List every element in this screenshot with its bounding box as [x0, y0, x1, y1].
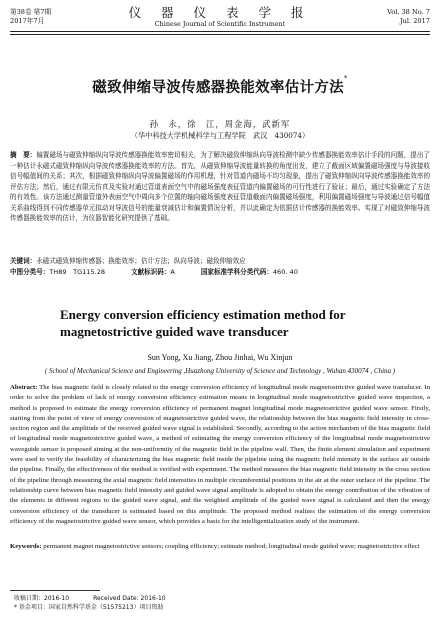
- subject-code-label: 国家标准学科分类代码：: [200, 268, 273, 276]
- abstract-cn: [10, 150, 430, 224]
- journal-name-cn: 仪 器 仪 表 学 报: [128, 5, 312, 20]
- title-cn: [0, 76, 440, 97]
- subject-code-value: 460. 40: [272, 268, 298, 276]
- date-en: Jul. 2017: [400, 17, 430, 25]
- footnote-fund: * 基金项目：国家自然科学基金（51575213）项目资助: [14, 604, 164, 611]
- doc-code-label: 文献标识码：: [131, 268, 171, 276]
- authors-en: Sun Yong, Xu Jiang, Zhou Jinhai, Wu Xinjun: [147, 353, 293, 362]
- received-date-cn: 收稿日期：2016-10: [14, 595, 70, 602]
- footnote-rule: [10, 590, 100, 591]
- header-right: [387, 8, 430, 26]
- classification-line: [10, 267, 430, 278]
- affiliation-cn: （华中科技大学机械科学与工程学院 武汉 430074）: [130, 131, 310, 140]
- abstract-cn-text: 偏置磁场与磁致伸缩纵向导波传感器换能效率密切相关，为了解决磁致伸缩纵向导波检测中缺少传感器换能效率估计手段的问题，提出了一种估计永磁式磁致伸缩纵向导波传感器换能效率的方法。首先，从磁致伸缩导波能量转换的角度出发，建立了截面区域偏置磁场强度与导波接收信号幅值间的关系；其次，根据磁致伸缩纵向导波偏置磁场的作用机理，针对管道内磁场不均匀现象，提出了磁致伸缩纵向导波传感器换能效率的评估方法；然后，通过有限元仿真及实验对通过管道表面空气中的磁场强度表征管道内偏置磁场的可行性进行了验证；最后，通过实验确定了方法的有效性。该方法通过测量管道外表面空气中周向多个位置的轴向磁场强度表征管道截面内偏置磁场强度，利用偏置磁场强度与导波通过信号幅值关系曲线得到不同传感器单元拟动对导波信号的能量衰减估计和偏置情况分析，并以此确定为依据估计传感器的换能效率。实现了对磁致伸缩导波传感器换能效率的估计，为仪器智能化研究提供了基础。: [10, 151, 430, 222]
- keywords-en-text: permanent magnet magnetostrictive sensors; coupling efficiency; estimate method; longitudinal mode guided wave; magnetostrictive effect: [43, 543, 420, 550]
- title-cn-text: 磁致伸缩导波传感器换能效率估计方法: [92, 80, 344, 96]
- header-rule-thin: [10, 34, 430, 35]
- abstract-en-label: Abstract:: [10, 384, 38, 391]
- volume-en: Vol. 38 No. 7: [387, 8, 430, 16]
- abstract-en-text: The bias magnetic field is closely related to the energy conversion efficiency of longitudinal mode magnetostrictive guided wave transducer. In order to solve the problem of lack of energy conversion efficiency estimation means in longitudinal mode magnetostrictive guided wave inspection, a method is proposed to estimate the energy conversion efficiency of permanent magnet longitudinal mode magnetostrictive guided wave sensor. Firstly, starting from the point of view of energy conversion of magnetostrictive guided wave, the relationship between the bias magnetic field intensity in cross-section region and the amplitude of the received guided wave signal is established. Secondly, according to the action mechanism of the bias magnetic field of longitudinal mode magnetostrictive guided wave, a method of estimating the energy conversion efficiency of the longitudinal mode magnetostrictive waveguide sensor is proposed aiming at the non-uniformity of the magnetic field in the pipeline wall. Then, the finite element simulation and experiment were used to verify the feasibility of characterizing the bias magnetic field inside the pipeline using the magnetic field intensity in the surface air outside the pipeline. Finally, the effectiveness of the method is verified with experiment. The method measures the bias magnetic field intensity in the cross section of the pipeline through measuring the axial magnetic field intensities in multiple circumferential positions in the air at the outer surface of the pipeline. The relationship curve between bias magnetic field intensity and guided wave signal amplitude is adopted to obtain the energy contribution of the vibration of the elements in different regions to the guided wave signal, and the weighted amplitude of the guided wave signal is calculated and then the energy conversion efficiency of the transducer is estimated based on this amplitude. The proposed method realizes the estimation of the energy conversion efficiency of the magnetostrictive guided wave sensor, which provides a basis for the intelligentialization study of the instrument.: [10, 384, 430, 525]
- keywords-cn: [10, 256, 430, 267]
- doc-code-value: A: [170, 268, 175, 276]
- keywords-cn-text: 永磁式磁致伸缩传感器；换能效率；估计方法；纵向导波；磁致伸缩效应: [36, 257, 246, 265]
- header-left: [10, 8, 51, 26]
- received-date-en: Received Date: 2016-10: [93, 595, 166, 602]
- abstract-en: [10, 383, 430, 527]
- header-rule: [10, 31, 430, 32]
- clc-value: TH89 TG115.28: [49, 268, 106, 276]
- keywords-en-label: Keywords:: [10, 543, 42, 550]
- header-center: [120, 6, 320, 29]
- clc-label: 中图分类号：: [10, 268, 50, 276]
- keywords-cn-label: 关键词：: [10, 257, 37, 265]
- date-cn: 2017年7月: [10, 17, 45, 25]
- footnote-received: [14, 594, 166, 603]
- abstract-cn-label: 摘 要：: [10, 151, 37, 159]
- volume-cn: 第38卷 第7期: [10, 8, 52, 16]
- keywords-en: [10, 542, 430, 552]
- journal-name-en: Chinese Journal of Scientific Instrument: [154, 20, 286, 28]
- title-en: Energy conversion efficiency estimation method for magnetostrictive guided wave transducer: [60, 307, 346, 339]
- title-footnote-mark: *: [343, 74, 348, 82]
- authors-cn: 孙 永，徐 江，周金海，武新军: [149, 119, 291, 129]
- affiliation-en: ( School of Mechanical Science and Engineering ,Huazhong University of Science and Technology , Wuhan 430074 , China ): [44, 367, 396, 375]
